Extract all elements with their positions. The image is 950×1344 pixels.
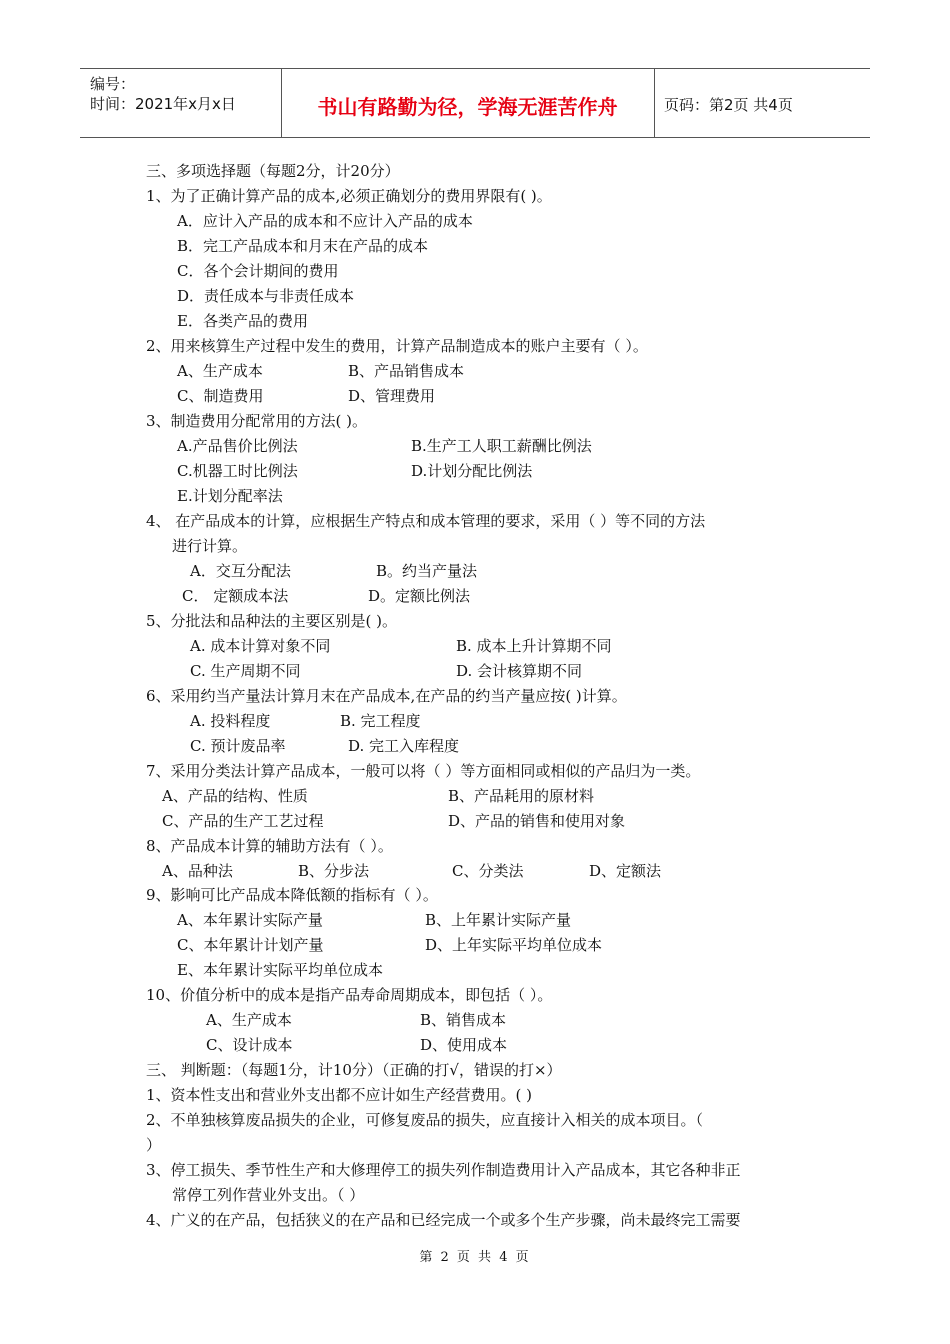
- q8-option-a: A、品种法: [162, 862, 233, 880]
- q5-option-c: C. 生产周期不同: [190, 662, 301, 680]
- q5-option-a: A. 成本计算对象不同: [190, 637, 331, 655]
- q3-option-c: C.机器工时比例法: [177, 462, 298, 480]
- q8-option-d: D、定额法: [589, 862, 662, 880]
- question-7: 7、采用分类法计算产品成本，一般可以将（ ）等方面相同或相似的产品归为一类。: [146, 762, 701, 780]
- q6-option-a: A. 投料程度: [190, 712, 271, 730]
- q10-option-d: D、使用成本: [420, 1036, 508, 1054]
- q7-option-a: A、产品的结构、性质: [162, 787, 308, 805]
- motto-text: 书山有路勤为径，学海无涯苦作舟: [317, 95, 618, 119]
- q7-option-b: B、产品耗用的原材料: [448, 787, 595, 805]
- q9-option-c: C、本年累计计划产量: [177, 936, 324, 954]
- section-title-multiple-choice: 三、多项选择题（每题2分，计20分）: [146, 162, 400, 180]
- date-label: 时间：2021年x月x日: [90, 95, 236, 113]
- q3-option-b: B.生产工人职工薪酬比例法: [411, 437, 592, 455]
- q1-option-b: B．完工产品成本和月末在产品的成本: [177, 237, 429, 255]
- q5-option-b: B. 成本上升计算期不同: [456, 637, 612, 655]
- q4-option-d: D。定额比例法: [368, 587, 471, 605]
- q10-option-b: B、销售成本: [420, 1011, 507, 1029]
- header-motto-cell: [281, 69, 655, 137]
- q6-option-c: C. 预计废品率: [190, 737, 286, 755]
- q2-option-a: A、生产成本: [177, 362, 263, 380]
- q1-option-c: C．各个会计期间的费用: [177, 262, 339, 280]
- q1-option-e: E．各类产品的费用: [177, 312, 308, 330]
- tf-question-2: 2、不单独核算废品损失的企业，可修复废品的损失，应直接计入相关的成本项目。（: [146, 1111, 704, 1129]
- tf-question-4: 4、广义的在产品，包括狭义的在产品和已经完成一个或多个生产步骤，尚未最终完工需要: [146, 1211, 741, 1229]
- q9-option-a: A、本年累计实际产量: [177, 911, 323, 929]
- question-3: 3、制造费用分配常用的方法( )。: [146, 412, 368, 430]
- question-1: 1、为了正确计算产品的成本,必须正确划分的费用界限有( )。: [146, 187, 552, 205]
- q9-option-d: D、上年实际平均单位成本: [425, 936, 603, 954]
- q9-option-b: B、上年累计实际产量: [425, 911, 572, 929]
- header-left-cell: [80, 69, 282, 137]
- q4-option-a: A．交互分配法: [190, 562, 291, 580]
- q1-option-a: A．应计入产品的成本和不应计入产品的成本: [177, 212, 473, 230]
- q6-option-b: B. 完工程度: [340, 712, 421, 730]
- q6-option-d: D. 完工入库程度: [348, 737, 460, 755]
- q8-option-c: C、分类法: [452, 862, 524, 880]
- document-number-label: 编号：: [90, 75, 136, 93]
- q7-option-c: C、产品的生产工艺过程: [162, 812, 324, 830]
- q1-option-d: D．责任成本与非责任成本: [177, 287, 355, 305]
- question-8: 8、产品成本计算的辅助方法有（ ）。: [146, 837, 393, 855]
- q8-option-b: B、分步法: [298, 862, 370, 880]
- tf-question-3-continued: 常停工列作营业外支出。（ ）: [172, 1186, 365, 1204]
- header-right-cell: [654, 69, 870, 137]
- q3-option-a: A.产品售价比例法: [177, 437, 298, 455]
- q2-option-b: B、产品销售成本: [348, 362, 465, 380]
- q3-option-e: E.计划分配率法: [177, 487, 283, 505]
- q5-option-d: D. 会计核算期不同: [456, 662, 583, 680]
- tf-question-1: 1、资本性支出和营业外支出都不应计如生产经营费用。( ): [146, 1086, 533, 1104]
- q3-option-d: D.计划分配比例法: [411, 462, 533, 480]
- question-5: 5、分批法和品种法的主要区别是( )。: [146, 612, 398, 630]
- question-6: 6、采用约当产量法计算月末在产品成本,在产品的约当产量应按( )计算。: [146, 687, 627, 705]
- tf-question-2-continued: ）: [146, 1136, 162, 1154]
- q4-option-c: C． 定额成本法: [182, 587, 289, 605]
- q10-option-c: C、设计成本: [206, 1036, 293, 1054]
- page-header: [80, 68, 870, 138]
- q10-option-a: A、生产成本: [206, 1011, 292, 1029]
- q4-option-b: B。约当产量法: [376, 562, 478, 580]
- page-indicator: 页码：第2页 共4页: [664, 96, 793, 114]
- question-10: 10、价值分析中的成本是指产品寿命周期成本，即包括（ ）。: [146, 986, 553, 1004]
- tf-question-3: 3、停工损失、季节性生产和大修理停工的损失列作制造费用计入产品成本，其它各种非正: [146, 1161, 741, 1179]
- question-4-continued: 进行计算。: [172, 537, 248, 555]
- q7-option-d: D、产品的销售和使用对象: [448, 812, 626, 830]
- q2-option-c: C、制造费用: [177, 387, 264, 405]
- page-footer: 第 2 页 共 4 页: [419, 1250, 531, 1265]
- section-title-true-false: 三、 判断题：（每题1分，计10分）（正确的打√，错误的打×）: [146, 1061, 562, 1079]
- question-2: 2、用来核算生产过程中发生的费用，计算产品制造成本的账户主要有（ ）。: [146, 337, 648, 355]
- q2-option-d: D、管理费用: [348, 387, 436, 405]
- q9-option-e: E、本年累计实际平均单位成本: [177, 961, 383, 979]
- question-4: 4、 在产品成本的计算，应根据生产特点和成本管理的要求，采用（ ）等不同的方法: [146, 512, 706, 530]
- question-9: 9、影响可比产品成本降低额的指标有（ ）。: [146, 886, 438, 904]
